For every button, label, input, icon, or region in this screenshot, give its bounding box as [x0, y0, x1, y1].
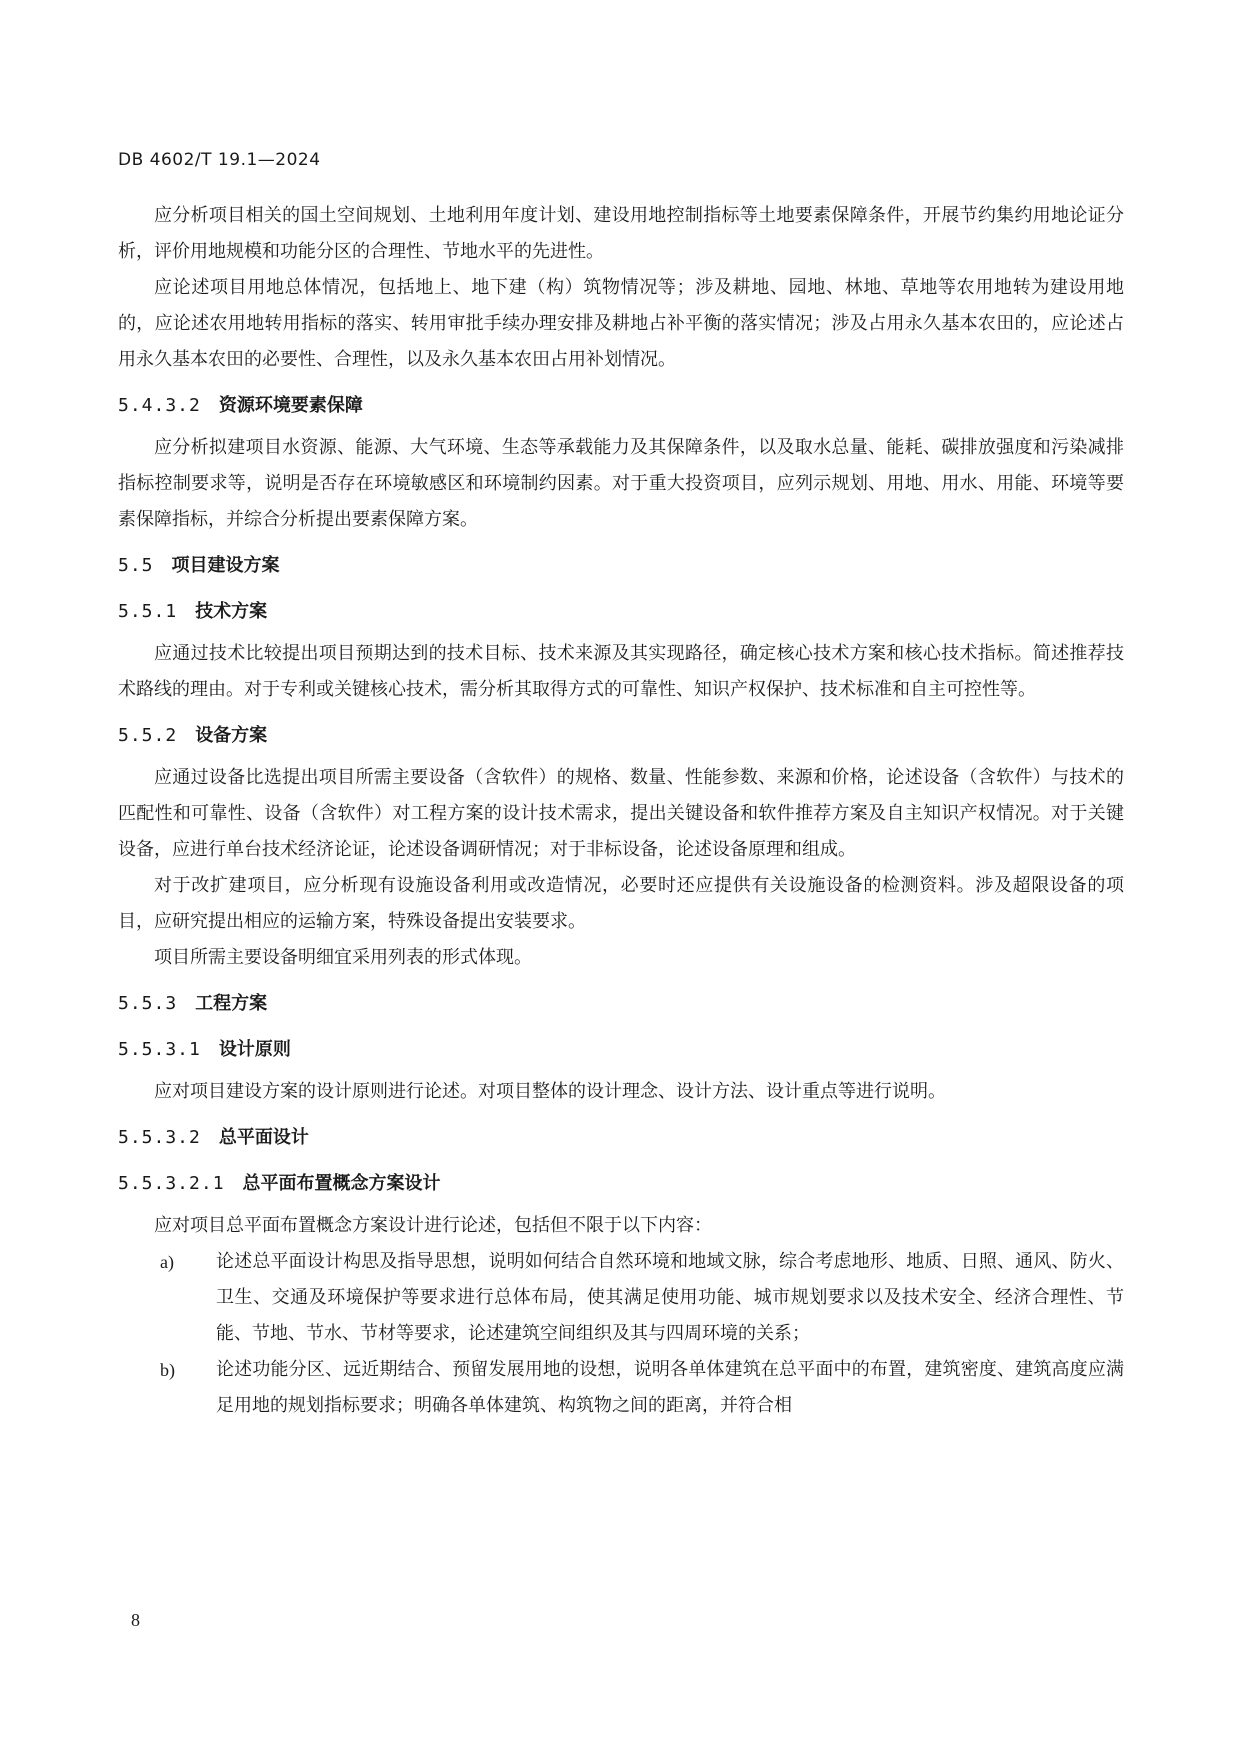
list-item: [118, 1352, 1124, 1424]
heading-title: 总平面设计: [218, 1127, 309, 1148]
heading-5-5-3-2: [118, 1120, 1124, 1156]
page-number: 8: [131, 1610, 140, 1630]
heading-number: 5.5.2: [118, 725, 178, 746]
list-item: [118, 1244, 1124, 1352]
heading-number: 5.4.3.2: [118, 395, 201, 416]
document-code: DB 4602/T 19.1—2024: [118, 150, 321, 170]
paragraph-land-analysis: 应分析项目相关的国土空间规划、土地利用年度计划、建设用地控制指标等土地要素保障条件，开展节约集约用地论证分析，评价用地规模和功能分区的合理性、节地水平的先进性。: [118, 205, 1124, 262]
heading-title: 工程方案: [195, 993, 268, 1014]
heading-5-5-3: [118, 986, 1124, 1022]
paragraph-resource-environment: 应分析拟建项目水资源、能源、大气环境、生态等承载能力及其保障条件，以及取水总量、能耗、碳排放强度和污染减排指标控制要求等，说明是否存在环境敏感区和环境制约因素。对于重大投资项目，应列示规划、用地、用水、用能、环境等要素保障指标，并综合分析提出要素保障方案。: [118, 437, 1124, 530]
list-item-text: 论述总平面设计构思及指导思想，说明如何结合自然环境和地域文脉，综合考虑地形、地质、日照、通风、防火、卫生、交通及环境保护等要求进行总体布局，使其满足使用功能、城市规划要求以及技术安全、经济合理性、节能、节地、节水、节材等要求，论述建筑空间组织及其与四周环境的关系；: [216, 1251, 1124, 1344]
list-marker: b): [160, 1360, 175, 1380]
heading-number: 5.5.3.2: [118, 1127, 201, 1148]
paragraph-site-plan-intro: 应对项目总平面布置概念方案设计进行论述，包括但不限于以下内容：: [154, 1215, 712, 1236]
heading-5-5-3-1: [118, 1032, 1124, 1068]
paragraph-equipment-list: 项目所需主要设备明细宜采用列表的形式体现。: [154, 947, 532, 968]
heading-number: 5.5.3.1: [118, 1039, 201, 1060]
heading-5-5-2: [118, 718, 1124, 754]
heading-title: 资源环境要素保障: [218, 395, 363, 416]
paragraph-land-overview: 应论述项目用地总体情况，包括地上、地下建（构）筑物情况等；涉及耕地、园地、林地、草地等农用地转为建设用地的，应论述农用地转用指标的落实、转用审批手续办理安排及耕地占补平衡的落实情况；涉及占用永久基本农田的，应论述占用永久基本农田的必要性、合理性，以及永久基本农田占用补划情况。: [118, 277, 1124, 370]
requirements-list: [118, 1244, 1124, 1424]
heading-title: 项目建设方案: [171, 555, 280, 576]
heading-5-4-3-2: [118, 388, 1124, 424]
heading-number: 5.5.1: [118, 601, 178, 622]
heading-5-5-1: [118, 594, 1124, 630]
paragraph-renovation-equipment: 对于改扩建项目，应分析现有设施设备利用或改造情况，必要时还应提供有关设施设备的检测资料。涉及超限设备的项目，应研究提出相应的运输方案，特殊设备提出安装要求。: [118, 875, 1124, 932]
paragraph-technical-scheme: 应通过技术比较提出项目预期达到的技术目标、技术来源及其实现路径，确定核心技术方案和核心技术指标。简述推荐技术路线的理由。对于专利或关键核心技术，需分析其取得方式的可靠性、知识产权保护、技术标准和自主可控性等。: [118, 643, 1124, 700]
heading-5-5: [118, 548, 1124, 584]
list-marker: a): [160, 1252, 174, 1272]
heading-number: 5.5.3: [118, 993, 178, 1014]
heading-title: 总平面布置概念方案设计: [242, 1173, 441, 1194]
heading-title: 设备方案: [195, 725, 268, 746]
paragraph-design-principles: 应对项目建设方案的设计原则进行论述。对项目整体的设计理念、设计方法、设计重点等进行说明。: [154, 1081, 946, 1102]
heading-5-5-3-2-1: [118, 1166, 1124, 1202]
heading-title: 设计原则: [218, 1039, 291, 1060]
list-item-text: 论述功能分区、远近期结合、预留发展用地的设想，说明各单体建筑在总平面中的布置，建筑密度、建筑高度应满足用地的规划指标要求；明确各单体建筑、构筑物之间的距离，并符合相: [216, 1359, 1124, 1416]
heading-number: 5.5: [118, 555, 154, 576]
page-body: [118, 198, 1124, 1424]
paragraph-equipment-selection: 应通过设备比选提出项目所需主要设备（含软件）的规格、数量、性能参数、来源和价格，论述设备（含软件）与技术的匹配性和可靠性、设备（含软件）对工程方案的设计技术需求，提出关键设备和软件推荐方案及自主知识产权情况。对于关键设备，应进行单台技术经济论证，论述设备调研情况；对于非标设备，论述设备原理和组成。: [118, 767, 1124, 860]
heading-title: 技术方案: [195, 601, 268, 622]
heading-number: 5.5.3.2.1: [118, 1173, 225, 1194]
